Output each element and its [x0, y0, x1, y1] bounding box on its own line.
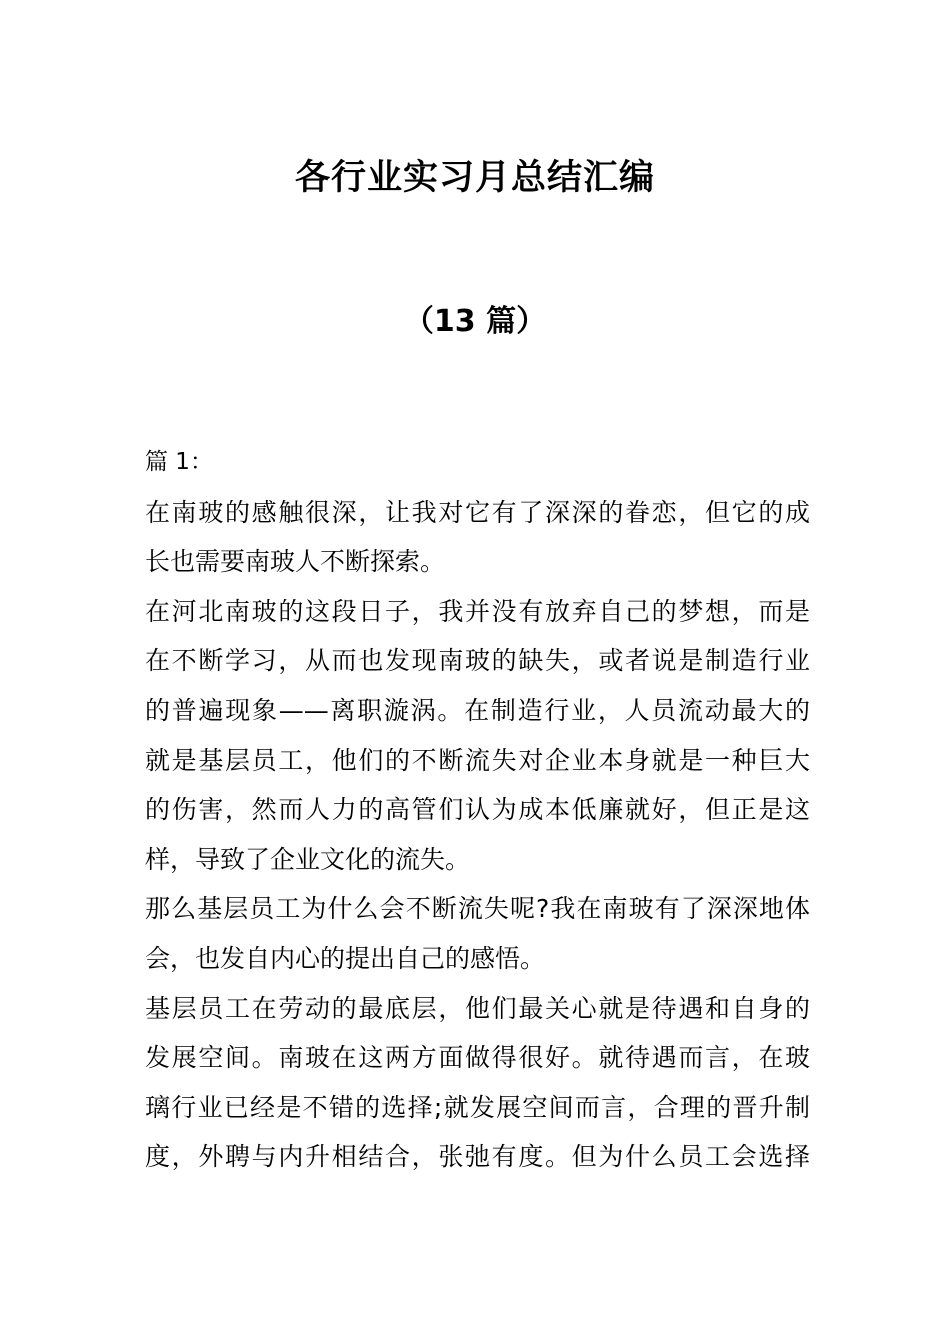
section-label: 篇 1：: [145, 449, 213, 475]
paragraph-line: 在河北南玻的这段日子，我并没有放弃自己的梦想，而是: [145, 596, 810, 626]
paragraph-line: 就是基层员工，他们的不断流失对企业本身就是一种巨大: [145, 745, 810, 775]
document-title: 各行业实习月总结汇编: [294, 158, 655, 198]
document-subtitle: （13 篇）: [403, 304, 547, 339]
paragraph-line: 度，外聘与内升相结合，张弛有度。但为什么员工会选择: [145, 1142, 810, 1172]
paragraph-line: 那么基层员工为什么会不断流失呢?我在南玻有了深深地体: [145, 894, 810, 924]
paragraph-line: 在南玻的感触很深，让我对它有了深深的眷恋，但它的成: [145, 497, 810, 527]
paragraph-line: 的伤害，然而人力的高管们认为成本低廉就好，但正是这: [145, 795, 810, 825]
paragraph-line: 会，也发自内心的提出自己的感悟。: [145, 943, 546, 973]
paragraph-line: 长也需要南玻人不断探索。: [145, 547, 446, 577]
paragraph-line: 的普遍现象——离职漩涡。在制造行业，人员流动最大的: [145, 695, 810, 725]
paragraph-line: 发展空间。南玻在这两方面做得很好。就待遇而言，在玻: [145, 1043, 810, 1073]
paragraph-line: 璃行业已经是不错的选择;就发展空间而言，合理的晋升制: [145, 1092, 810, 1122]
document-body: [145, 438, 810, 1182]
paragraph-line: 在不断学习，从而也发现南玻的缺失，或者说是制造行业: [145, 646, 810, 676]
paragraph-line: 样，导致了企业文化的流失。: [145, 844, 471, 874]
paragraph-line: 基层员工在劳动的最底层，他们最关心就是待遇和自身的: [145, 993, 810, 1023]
